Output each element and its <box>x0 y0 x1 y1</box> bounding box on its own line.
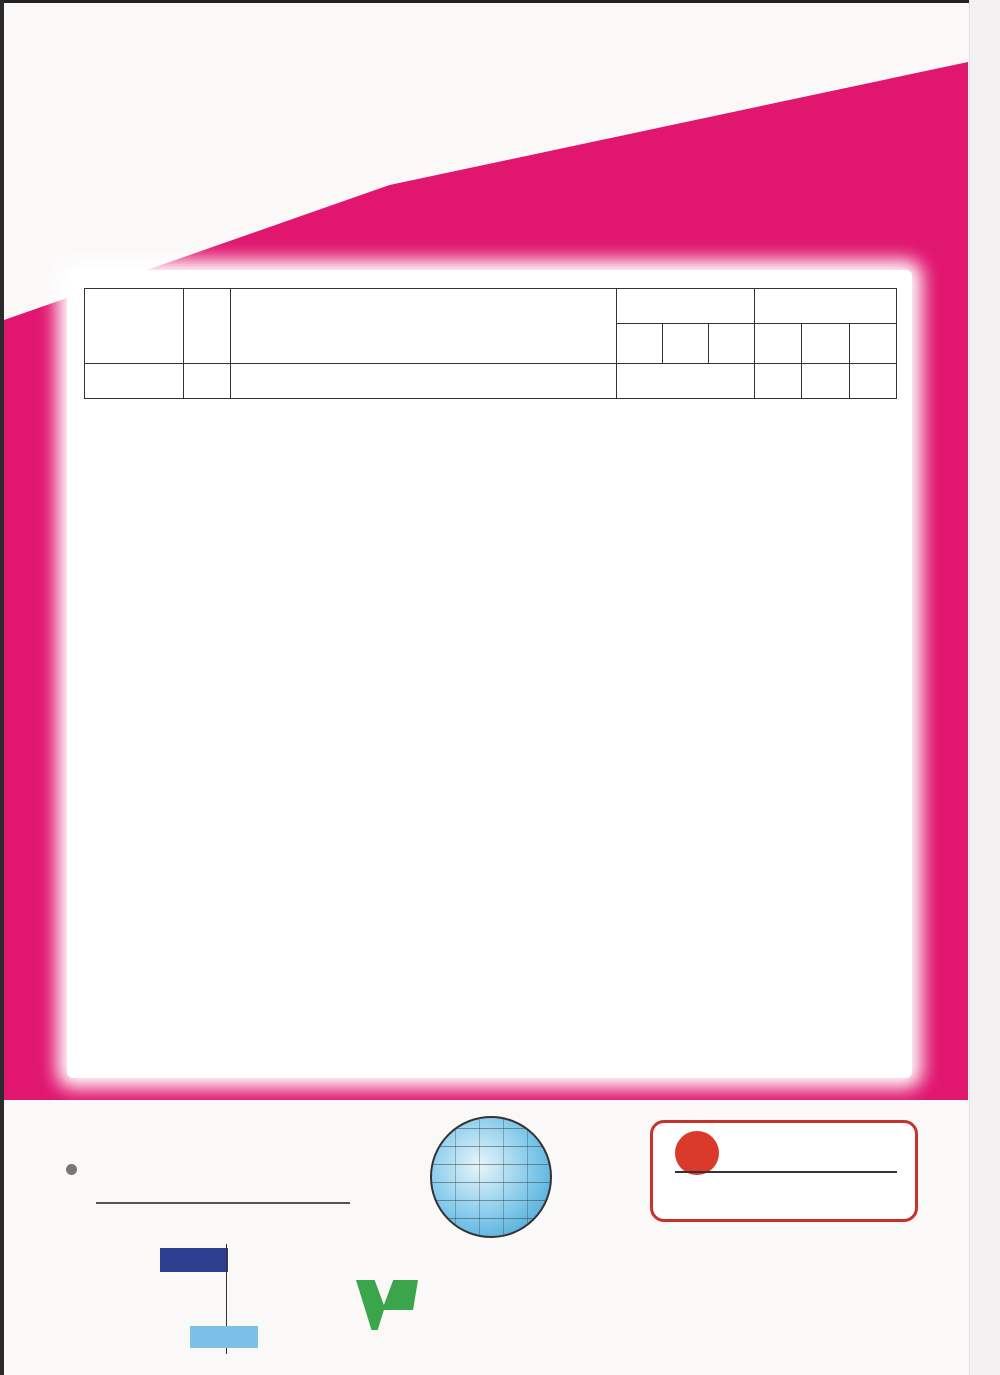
logo-s-and-m <box>692 1260 922 1350</box>
table-row-partenza-ufficiosa <box>85 364 897 399</box>
row-prov <box>184 364 231 399</box>
col-header-speed-36 <box>755 324 802 364</box>
col-header-ora <box>755 289 897 324</box>
logo-vavassori <box>356 1278 616 1348</box>
page-margin-right <box>969 0 1000 1375</box>
globe-grid <box>432 1118 550 1236</box>
row-transfer <box>617 364 755 399</box>
arclegno-rule <box>96 1202 350 1204</box>
scan-edge-top <box>0 0 975 3</box>
col-header-speed-38 <box>802 324 850 364</box>
col-header-speed-40 <box>850 324 897 364</box>
logo-bergamo-trasmissioni <box>650 1120 918 1222</box>
col-header-parziali <box>617 324 663 364</box>
row-time-38 <box>802 364 850 399</box>
el-system-light-square-icon <box>190 1326 258 1348</box>
col-header-da-percorrere <box>709 324 755 364</box>
logo-gv <box>430 1116 552 1238</box>
el-system-blue-square-icon <box>160 1248 228 1272</box>
col-header-percorsi <box>663 324 709 364</box>
row-descr <box>85 364 184 399</box>
vavassori-v-icon <box>356 1280 418 1330</box>
row-time-36 <box>755 364 802 399</box>
col-header-localita <box>231 289 617 364</box>
arclegno-dot-icon <box>66 1164 77 1175</box>
header-row-1 <box>85 289 897 324</box>
bt-rule <box>675 1171 897 1173</box>
bt-red-circle-icon <box>675 1131 719 1175</box>
logo-el-system <box>80 1248 310 1348</box>
row-localita <box>231 364 617 399</box>
col-header-prov <box>184 289 231 364</box>
row-time-40 <box>850 364 897 399</box>
col-header-distanze <box>617 289 755 324</box>
route-table <box>84 288 897 399</box>
logo-arclegno <box>66 1114 356 1234</box>
col-header-descr <box>85 289 184 364</box>
sponsors-area <box>0 1100 970 1375</box>
globe-icon <box>430 1116 552 1238</box>
